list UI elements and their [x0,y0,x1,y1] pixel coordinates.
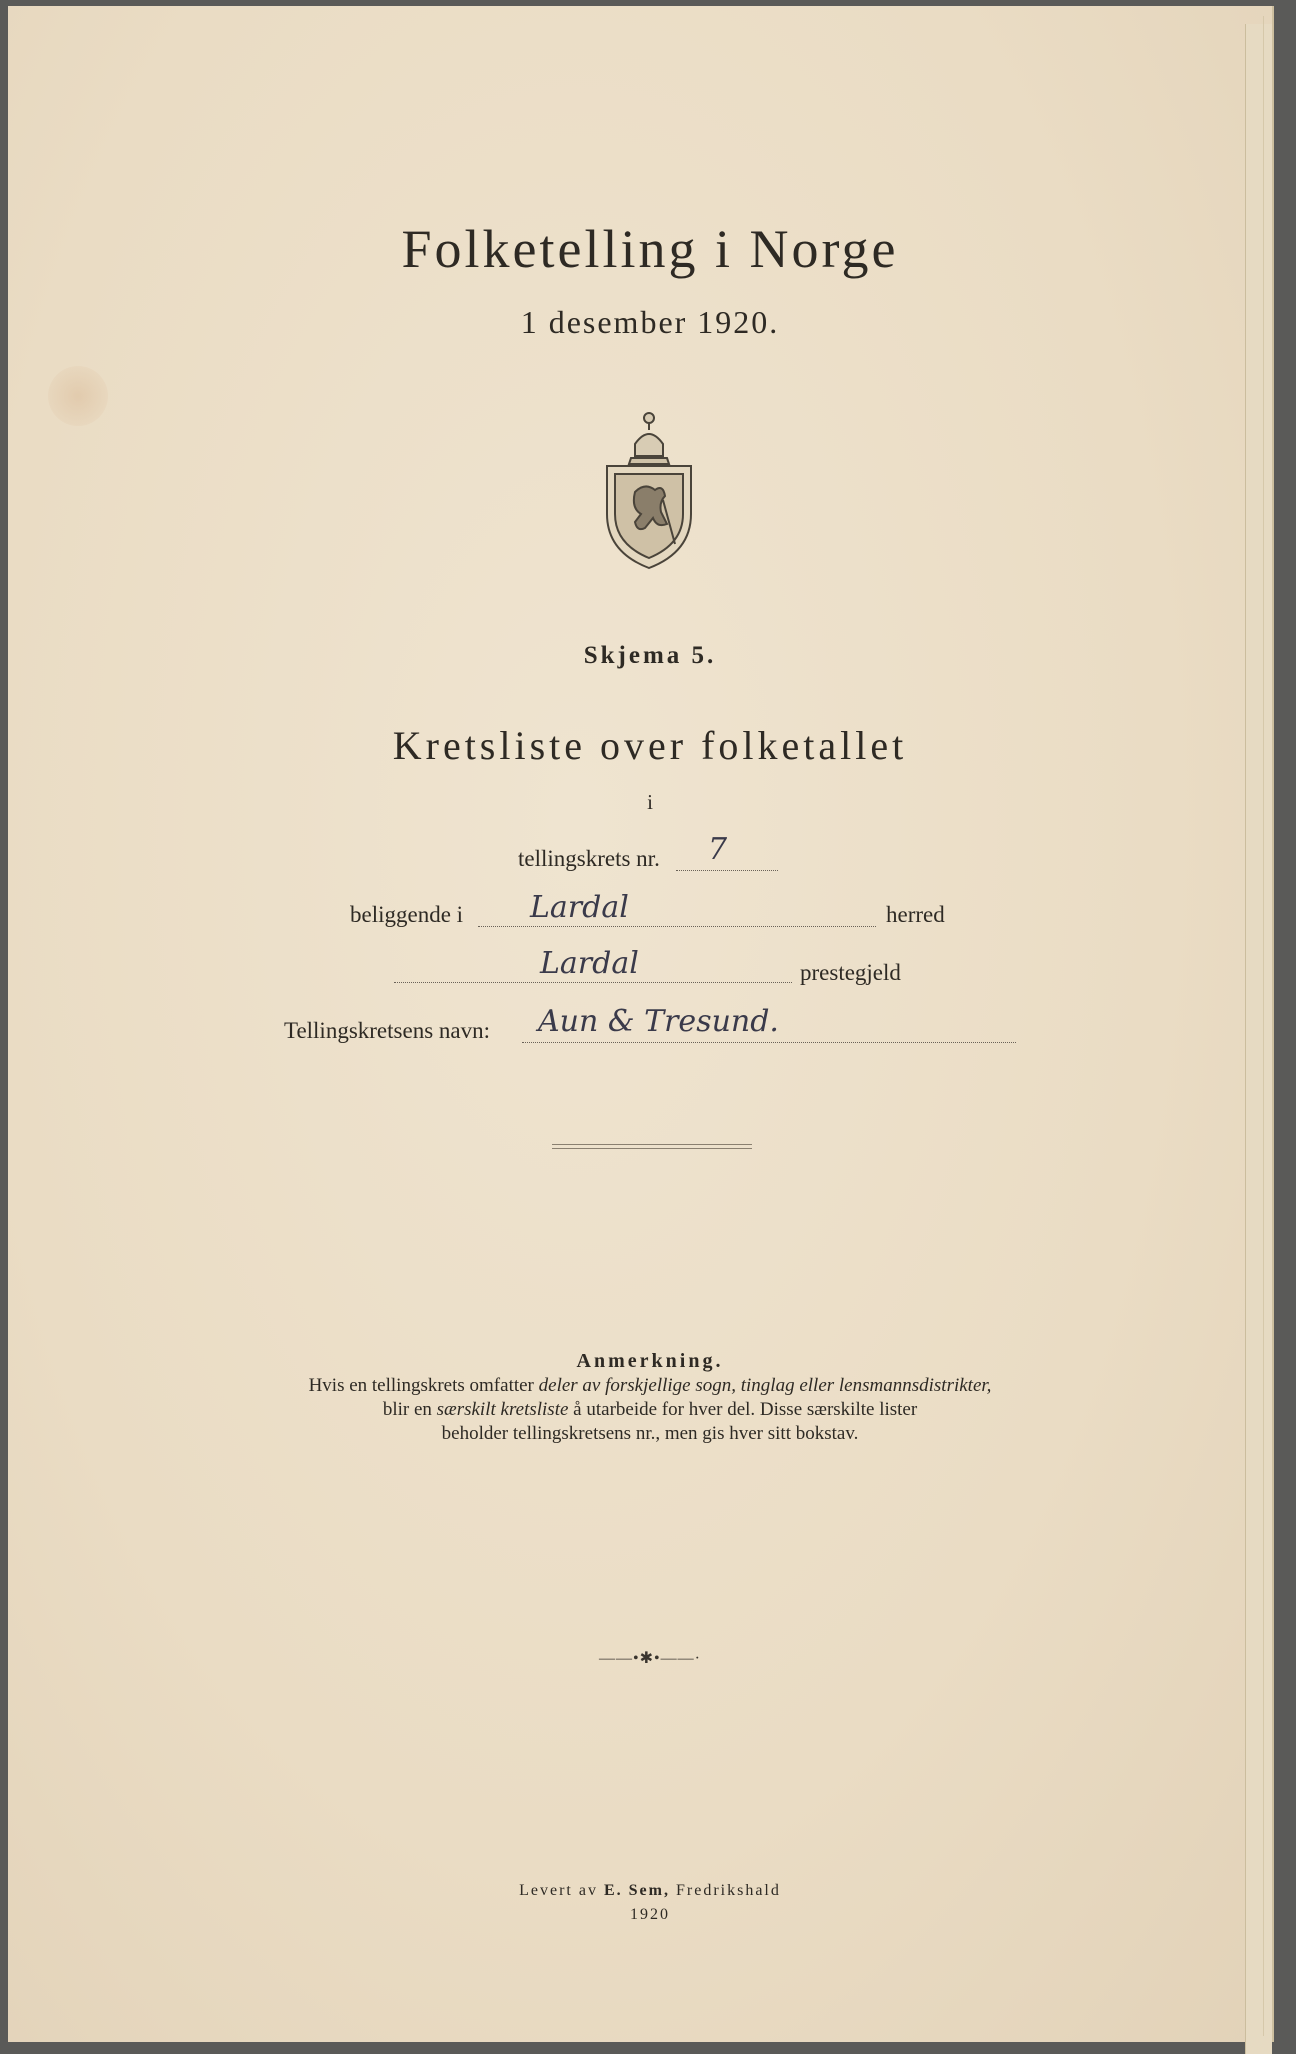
remark-line-1 [8,1374,1292,1397]
remark-line-3: beholder tellingskretsens nr., men gis hver sitt bokstav. [441,1423,859,1444]
document-page [8,6,1274,2042]
connector-i: i [647,790,653,814]
form-heading: Kretsliste over folketallet [392,723,908,768]
remark-text: Hvis en tellingskrets omfatter [308,1375,539,1396]
norwegian-coat-of-arms-icon [601,404,697,572]
printer-year: 1920 [630,1906,670,1923]
navn-label: Tellingskretsens navn: [284,1018,490,1043]
schema-label: Skjema 5. [583,642,717,669]
remark-emphasis: særskilt kretsliste [436,1399,569,1420]
beliggende-label: beliggende i [350,902,464,927]
divider-rule [552,1144,752,1145]
remark-text: blir en [382,1399,437,1420]
remark-emphasis: deler av forskjellige sogn, tinglag eller lensmannsdistrikter, [538,1375,992,1396]
herred-label: herred [886,902,945,927]
prestegjeld-label: prestegjeld [800,960,901,985]
ornament-divider: ——•✱•——· [599,1650,701,1667]
document-date: 1 desember 1920. [520,304,780,340]
herred-value: Lardal [530,890,629,925]
printer-city: Fredrikshald [669,1882,781,1899]
printer-name: E. Sem, [603,1882,670,1899]
herred-field-line [478,926,876,927]
prestegjeld-field-line [394,982,792,983]
krets-label: tellingskrets nr. [518,846,660,871]
printer-text: Levert av [519,1882,604,1899]
remark-title: Anmerkning. [576,1350,724,1372]
navn-value: Aun & Tresund. [538,1004,779,1039]
prestegjeld-value: Lardal [540,946,639,981]
remark-line-2 [8,1398,1292,1421]
document-title: Folketelling i Norge [401,219,899,279]
krets-value: 7 [708,832,728,867]
krets-field-line [676,870,778,871]
printer-credit [8,1882,1292,1900]
stain [48,366,108,426]
navn-field-line [522,1042,1016,1043]
remark-text: å utarbeide for hver del. Disse særskilte lister [568,1399,918,1420]
divider-rule [552,1148,752,1149]
